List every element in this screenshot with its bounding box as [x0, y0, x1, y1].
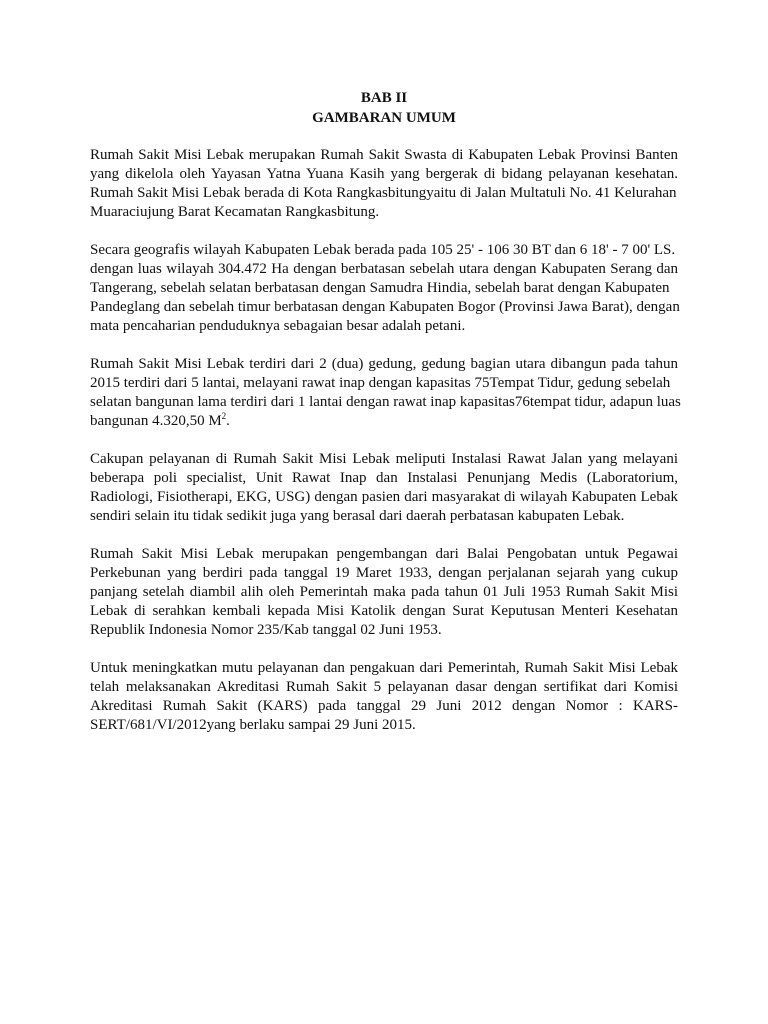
paragraph-line: Muaraciujung Barat Kecamatan Rangkasbitung. [90, 204, 380, 220]
paragraph-accreditation [90, 659, 678, 735]
paragraph-geography [90, 241, 678, 336]
paragraph-line: selatan bangunan lama terdiri dari 1 lantai dengan rawat inap kapasitas76tempat tidur, adapun luas [90, 394, 681, 410]
paragraph-services [90, 450, 678, 526]
paragraph-line: Untuk meningkatkan mutu pelayanan dan pengakuan dari Pemerintah, Rumah Sakit Misi Lebak [90, 660, 678, 676]
paragraph-line: Cakupan pelayanan di Rumah Sakit Misi Lebak meliputi Instalasi Rawat Jalan yang melayani [90, 451, 678, 467]
chapter-heading [90, 88, 678, 128]
paragraph-history [90, 545, 678, 640]
paragraph-line: sendiri selain itu tidak sedikit juga yang berasal dari daerah perbatasan kabupaten Lebak. [90, 508, 625, 524]
document-page [90, 88, 681, 754]
paragraph-line: Tangerang, sebelah selatan berbatasan dengan Samudra Hindia, sebelah barat dengan Kabupaten [90, 280, 670, 296]
paragraph-line: Perkebunan yang berdiri pada tanggal 19 Maret 1933, dengan perjalanan sejarah yang cukup [90, 565, 678, 581]
paragraph-line: Radiologi, Fisiotherapi, EKG, USG) dengan pasien dari masyarakat di wilayah Kabupaten Lebak [90, 489, 678, 505]
paragraph-line: yang dikelola oleh Yayasan Yatna Yuana Kasih yang bergerak di bidang pelayanan kesehatan. [90, 166, 678, 182]
paragraph-line: Akreditasi Rumah Sakit (KARS) pada tanggal 29 Juni 2012 dengan Nomor : KARS- [90, 698, 678, 714]
paragraph-buildings [90, 355, 681, 431]
paragraph-line: Secara geografis wilayah Kabupaten Lebak berada pada 105 25' - 106 30 BT dan 6 18' - 7 00' LS. [90, 242, 676, 258]
chapter-title: GAMBARAN UMUM [312, 110, 456, 126]
paragraph-line: Pandeglang dan sebelah timur berbatasan dengan Kabupaten Bogor (Provinsi Jawa Barat), dengan [90, 299, 680, 315]
paragraph-line-area [90, 412, 678, 431]
sentence-end: . [226, 413, 230, 429]
paragraph-overview [90, 146, 678, 222]
paragraph-line: panjang setelah diambil alih oleh Pemerintah maka pada tahun 01 Juli 1953 Rumah Sakit Misi [90, 584, 678, 600]
paragraph-line: Lebak di serahkan kembali kepada Misi Katolik dengan Surat Keputusan Menteri Kesehatan [90, 603, 678, 619]
paragraph-line: 2015 terdiri dari 5 lantai, melayani rawat inap dengan kapasitas 75Tempat Tidur, gedung sebelah [90, 375, 671, 391]
paragraph-line: beberapa poli specialist, Unit Rawat Inap dan Instalasi Penunjang Medis (Laboratorium, [90, 470, 678, 486]
chapter-number: BAB II [360, 90, 408, 106]
paragraph-line: Rumah Sakit Misi Lebak terdiri dari 2 (dua) gedung, gedung bagian utara dibangun pada tahun [90, 356, 678, 372]
paragraph-line: Rumah Sakit Misi Lebak berada di Kota Rangkasbitungyaitu di Jalan Multatuli No. 41 Kelurahan [90, 185, 677, 201]
paragraph-line: Rumah Sakit Misi Lebak merupakan Rumah Sakit Swasta di Kabupaten Lebak Provinsi Banten [90, 147, 678, 163]
square-superscript: 2 [221, 411, 227, 421]
building-area-text: bangunan 4.320,50 M [90, 413, 222, 429]
paragraph-line: Republik Indonesia Nomor 235/Kab tanggal 02 Juni 1953. [90, 622, 442, 638]
paragraph-line: Rumah Sakit Misi Lebak merupakan pengembangan dari Balai Pengobatan untuk Pegawai [90, 546, 678, 562]
paragraph-line: telah melaksanakan Akreditasi Rumah Sakit 5 pelayanan dasar dengan sertifikat dari Komisi [90, 679, 678, 695]
paragraph-line: SERT/681/VI/2012yang berlaku sampai 29 Juni 2015. [90, 717, 416, 733]
paragraph-line: dengan luas wilayah 304.472 Ha dengan berbatasan sebelah utara dengan Kabupaten Serang dan [90, 261, 678, 277]
paragraph-line: mata pencaharian penduduknya sebagaian besar adalah petani. [90, 318, 466, 334]
